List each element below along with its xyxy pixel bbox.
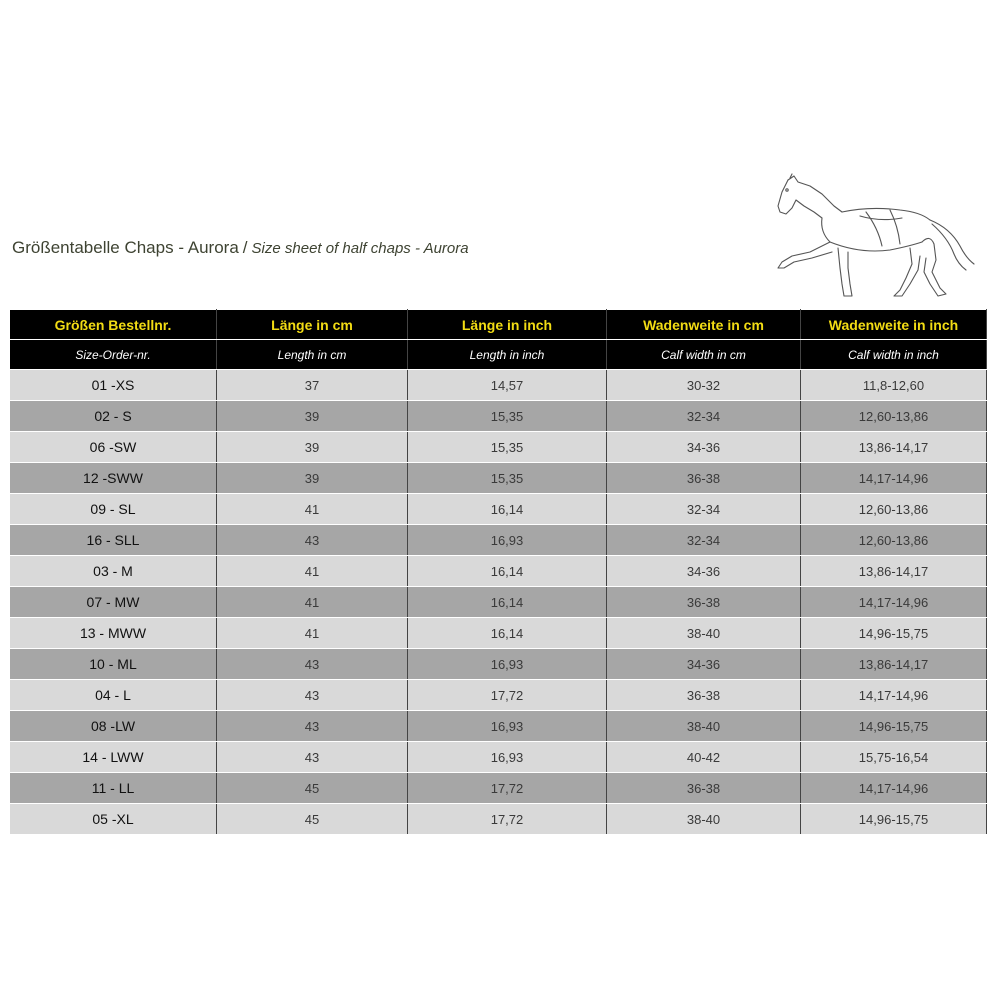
table-row	[10, 711, 987, 742]
table-row	[10, 525, 987, 556]
cell-length-cm: 41	[217, 618, 408, 649]
table-row	[10, 494, 987, 525]
header-length-inch: Länge in inch	[408, 310, 607, 340]
header-calf-cm: Wadenweite in cm	[607, 310, 801, 340]
cell-size-order: 07 - MW	[10, 587, 217, 618]
cell-length-inch: 16,14	[408, 587, 607, 618]
cell-length-inch: 15,35	[408, 401, 607, 432]
cell-size-order: 16 - SLL	[10, 525, 217, 556]
cell-length-inch: 16,93	[408, 525, 607, 556]
cell-length-cm: 37	[217, 370, 408, 401]
cell-length-cm: 39	[217, 463, 408, 494]
cell-size-order: 02 - S	[10, 401, 217, 432]
page-title	[12, 238, 469, 258]
cell-calf-cm: 36-38	[607, 587, 801, 618]
cell-calf-inch: 14,17-14,96	[801, 587, 987, 618]
table-row	[10, 401, 987, 432]
cell-length-cm: 41	[217, 587, 408, 618]
table-row	[10, 680, 987, 711]
cell-calf-inch: 13,86-14,17	[801, 649, 987, 680]
subheader-size-order: Size-Order-nr.	[10, 340, 217, 370]
cell-length-cm: 43	[217, 742, 408, 773]
horse-sketch-icon	[770, 172, 980, 302]
cell-size-order: 10 - ML	[10, 649, 217, 680]
title-english: Size sheet of half chaps - Aurora	[251, 240, 469, 257]
title-separator: /	[242, 238, 248, 257]
cell-size-order: 01 -XS	[10, 370, 217, 401]
cell-length-cm: 43	[217, 525, 408, 556]
subheader-row	[10, 340, 987, 370]
cell-calf-inch: 12,60-13,86	[801, 401, 987, 432]
table-row	[10, 463, 987, 494]
cell-calf-inch: 12,60-13,86	[801, 494, 987, 525]
cell-length-inch: 17,72	[408, 804, 607, 835]
cell-size-order: 14 - LWW	[10, 742, 217, 773]
table-row	[10, 618, 987, 649]
table-row	[10, 556, 987, 587]
cell-size-order: 11 - LL	[10, 773, 217, 804]
table-row	[10, 370, 987, 401]
cell-size-order: 06 -SW	[10, 432, 217, 463]
cell-length-cm: 45	[217, 773, 408, 804]
cell-size-order: 03 - M	[10, 556, 217, 587]
cell-length-cm: 45	[217, 804, 408, 835]
cell-calf-cm: 40-42	[607, 742, 801, 773]
cell-length-inch: 15,35	[408, 463, 607, 494]
subheader-length-cm: Length in cm	[217, 340, 408, 370]
cell-calf-cm: 36-38	[607, 680, 801, 711]
cell-calf-inch: 13,86-14,17	[801, 432, 987, 463]
cell-calf-cm: 38-40	[607, 804, 801, 835]
header-length-cm: Länge in cm	[217, 310, 408, 340]
table-row	[10, 587, 987, 618]
cell-calf-cm: 32-34	[607, 401, 801, 432]
table-body	[10, 370, 987, 835]
cell-calf-inch: 11,8-12,60	[801, 370, 987, 401]
cell-length-cm: 43	[217, 680, 408, 711]
cell-length-inch: 16,14	[408, 494, 607, 525]
subheader-length-inch: Length in inch	[408, 340, 607, 370]
cell-length-inch: 17,72	[408, 773, 607, 804]
cell-size-order: 12 -SWW	[10, 463, 217, 494]
cell-length-inch: 16,93	[408, 711, 607, 742]
cell-length-cm: 39	[217, 401, 408, 432]
cell-calf-inch: 14,96-15,75	[801, 618, 987, 649]
cell-calf-cm: 38-40	[607, 711, 801, 742]
cell-length-inch: 17,72	[408, 680, 607, 711]
cell-length-cm: 43	[217, 711, 408, 742]
cell-size-order: 04 - L	[10, 680, 217, 711]
cell-length-cm: 41	[217, 556, 408, 587]
cell-calf-cm: 34-36	[607, 432, 801, 463]
cell-size-order: 08 -LW	[10, 711, 217, 742]
cell-calf-cm: 36-38	[607, 773, 801, 804]
header-row	[10, 310, 987, 340]
table-row	[10, 742, 987, 773]
header-size-order: Größen Bestellnr.	[10, 310, 217, 340]
cell-calf-cm: 38-40	[607, 618, 801, 649]
cell-size-order: 05 -XL	[10, 804, 217, 835]
cell-calf-inch: 14,96-15,75	[801, 711, 987, 742]
cell-length-cm: 41	[217, 494, 408, 525]
cell-calf-inch: 12,60-13,86	[801, 525, 987, 556]
table-row	[10, 804, 987, 835]
cell-calf-cm: 36-38	[607, 463, 801, 494]
cell-calf-cm: 30-32	[607, 370, 801, 401]
cell-calf-inch: 14,17-14,96	[801, 773, 987, 804]
cell-length-cm: 43	[217, 649, 408, 680]
table-row	[10, 773, 987, 804]
cell-length-inch: 16,93	[408, 649, 607, 680]
table-row	[10, 649, 987, 680]
header-calf-inch: Wadenweite in inch	[801, 310, 987, 340]
cell-length-inch: 16,14	[408, 556, 607, 587]
cell-length-inch: 16,93	[408, 742, 607, 773]
cell-calf-inch: 14,17-14,96	[801, 463, 987, 494]
cell-calf-inch: 13,86-14,17	[801, 556, 987, 587]
cell-calf-cm: 34-36	[607, 649, 801, 680]
cell-calf-cm: 32-34	[607, 525, 801, 556]
cell-length-cm: 39	[217, 432, 408, 463]
cell-size-order: 09 - SL	[10, 494, 217, 525]
cell-calf-inch: 15,75-16,54	[801, 742, 987, 773]
title-german: Größentabelle Chaps - Aurora	[12, 238, 239, 257]
cell-length-inch: 14,57	[408, 370, 607, 401]
subheader-calf-inch: Calf width in inch	[801, 340, 987, 370]
cell-length-inch: 16,14	[408, 618, 607, 649]
cell-size-order: 13 - MWW	[10, 618, 217, 649]
cell-calf-inch: 14,17-14,96	[801, 680, 987, 711]
cell-calf-cm: 32-34	[607, 494, 801, 525]
subheader-calf-cm: Calf width in cm	[607, 340, 801, 370]
table-row	[10, 432, 987, 463]
size-table	[9, 309, 987, 835]
cell-calf-inch: 14,96-15,75	[801, 804, 987, 835]
cell-length-inch: 15,35	[408, 432, 607, 463]
cell-calf-cm: 34-36	[607, 556, 801, 587]
